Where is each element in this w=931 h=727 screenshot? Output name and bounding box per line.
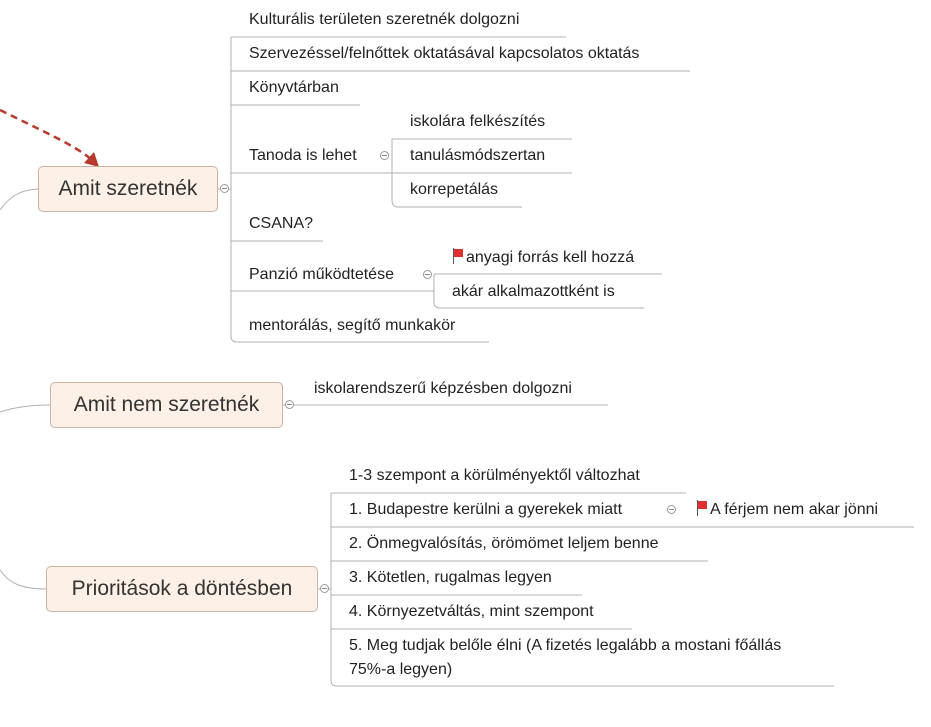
subtopic-priority-2[interactable]: 2. Önmegvalósítás, örömömet leljem benne [349,535,659,552]
collapse-icon[interactable] [320,584,329,593]
subtopic-priority-5[interactable] [349,636,781,680]
subtopic-korrepetalas[interactable]: korrepetálás [410,181,499,198]
subtopic-ferjem[interactable] [696,500,878,520]
topic-amit-szeretnek[interactable]: Amit szeretnék [38,166,218,212]
subtopic-tanoda[interactable]: Tanoda is lehet [249,147,357,164]
subtopic-line: 5. Meg tudjak belőle élni (A fizetés legalább a mostani főállás [349,637,782,654]
collapse-icon[interactable] [667,505,676,514]
collapse-icon[interactable] [380,151,389,160]
subtopic-konyvtarban[interactable]: Könyvtárban [249,79,339,96]
subtopic-priority-1[interactable]: 1. Budapestre kerülni a gyerekek miatt [349,501,623,518]
collapse-icon[interactable] [285,400,294,409]
flag-icon [452,248,464,264]
subtopic-iskolara-felkeszites[interactable]: iskolára felkészítés [410,113,546,130]
subtopic-tanulasmodszertan[interactable]: tanulásmódszertan [410,147,546,164]
subtopic-szervezessel[interactable]: Szervezéssel/felnőttek oktatásával kapcsolatos oktatás [249,45,640,62]
subtopic-line: 75%-a legyen) [349,661,453,678]
subtopic-szempont-header[interactable]: 1-3 szempont a körülményektől változhat [349,467,640,484]
subtopic-panzio[interactable]: Panzió működtetése [249,266,394,283]
subtopic-kulturalis[interactable]: Kulturális területen szeretnék dolgozni [249,11,520,28]
subtopic-anyagi-forras[interactable] [452,248,634,268]
flag-icon [696,500,708,516]
topic-amit-nem-szeretnek[interactable]: Amit nem szeretnék [50,382,283,428]
subtopic-label: A férjem nem akar jönni [710,501,879,518]
subtopic-iskolarendszeru[interactable]: iskolarendszerű képzésben dolgozni [314,380,572,397]
collapse-icon[interactable] [220,184,229,193]
subtopic-alkalmazottkent[interactable]: akár alkalmazottként is [452,283,615,300]
subtopic-csana[interactable]: CSANA? [249,215,314,232]
subtopic-priority-4[interactable]: 4. Környezetváltás, mint szempont [349,603,594,620]
subtopic-mentoralas[interactable]: mentorálás, segítő munkakör [249,317,456,334]
collapse-icon[interactable] [423,270,432,279]
subtopic-label: anyagi forrás kell hozzá [466,249,635,266]
topic-prioritasok[interactable]: Prioritások a döntésben [46,566,318,612]
subtopic-priority-3[interactable]: 3. Kötetlen, rugalmas legyen [349,569,552,586]
